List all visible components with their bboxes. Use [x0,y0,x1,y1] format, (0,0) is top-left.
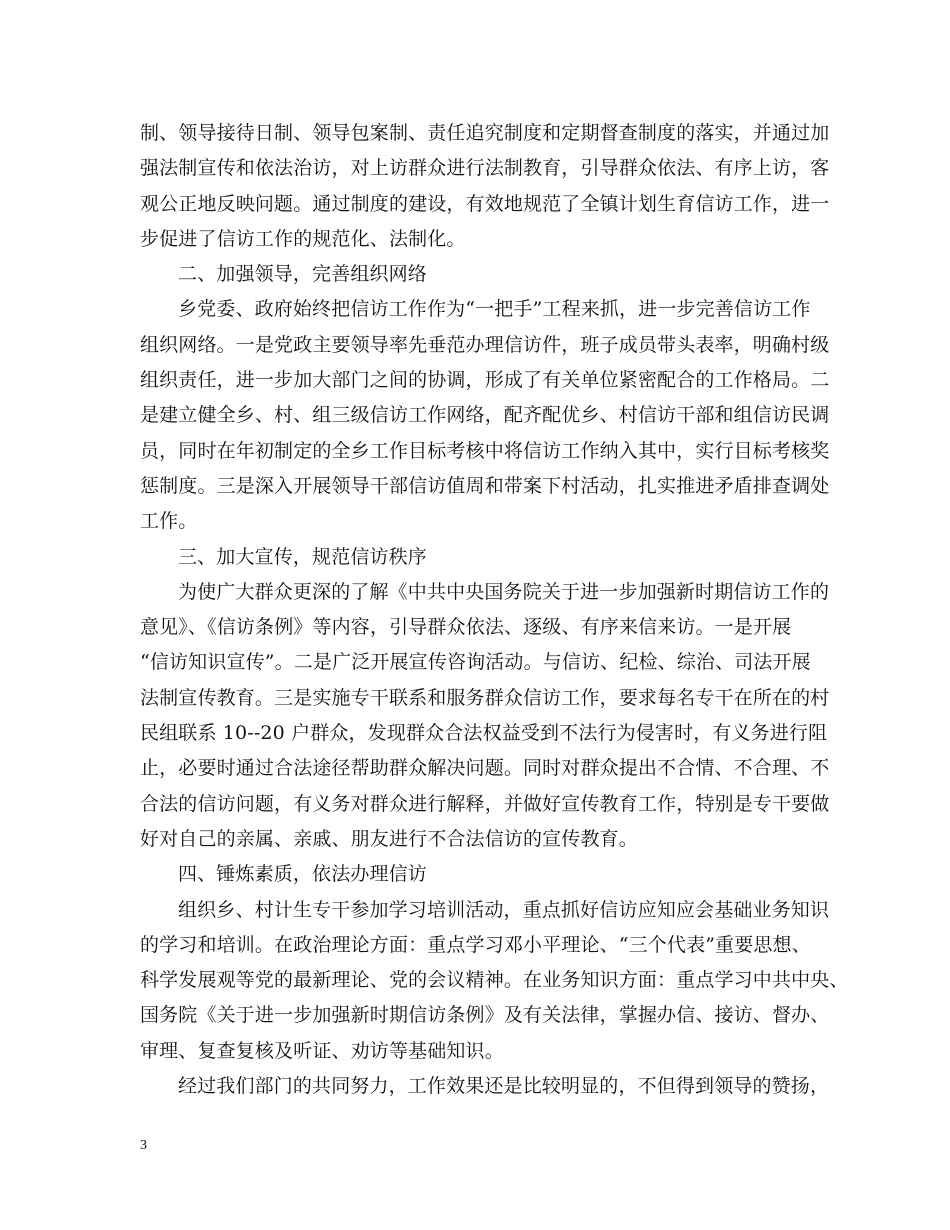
text-line: 的学习和培训。在政治理论方面：重点学习邓小平理论、“三个代表”重要思想、 [140,933,811,956]
text-line: 组织责任，进一步加大部门之间的协调，形成了有关单位紧密配合的工作格局。二 [140,369,830,392]
text-line: 是建立健全乡、村、组三级信访工作网络，配齐配优乡、村信访干部和组信访民调 [140,404,830,427]
text-line: 制、领导接待日制、领导包案制、责任追究制度和定期督查制度的落实，并通过加 [140,122,830,144]
document-body [140,116,849,1104]
text-line: “信访知识宣传”。二是广泛开展宣传咨询活动。与信访、纪检、综治、司法开展 [140,651,811,674]
text-line: 法制宣传教育。三是实施专干联系和服务群众信访工作，要求每名专干在所在的村 [140,686,830,709]
paragraph-first-line: 组织乡、村计生专干参加学习培训活动，重点抓好信访应知应会基础业务知识 [178,898,830,921]
text-line: 观公正地反映问题。通过制度的建设，有效地规范了全镇计划生育信访工作，进一 [140,192,830,215]
text-line: 民组联系 10--20 户群众，发现群众合法权益受到不法行为侵害时，有义务进行阻 [140,722,828,745]
paragraph-first-line: 经过我们部门的共同努力，工作效果还是比较明显的，不但得到领导的赞扬， [178,1075,830,1098]
text-line: 工作。 [140,510,198,533]
text-line: 合法的信访问题，有义务对群众进行解释，并做好宣传教育工作，特别是专干要做 [140,792,830,815]
text-line: 组织网络。一是党政主要领导率先垂范办理信访件，班子成员带头表率，明确村级 [140,333,830,356]
page-number: 3 [140,1138,147,1153]
text-line: 强法制宣传和依法治访，对上访群众进行法制教育，引导群众依法、有序上访，客 [140,157,830,180]
text-line: 国务院《关于进一步加强新时期信访条例》及有关法律，掌握办信、接访、督办、 [140,1004,830,1027]
text-line: 惩制度。三是深入开展领导干部信访值周和带案下村活动，扎实推进矛盾排查调处 [140,474,830,497]
section-heading: 四、锤炼素质，依法办理信访 [178,863,427,886]
paragraph-first-line: 为使广大群众更深的了解《中共中央国务院关于进一步加强新时期信访工作的 [178,580,830,603]
text-line: 员，同时在年初制定的全乡工作目标考核中将信访工作纳入其中，实行目标考核奖 [140,439,830,462]
text-line: 步促进了信访工作的规范化、法制化。 [140,227,466,250]
text-line: 好对自己的亲属、亲戚、朋友进行不合法信访的宣传教育。 [140,827,638,850]
section-heading: 三、加大宣传，规范信访秩序 [178,545,427,568]
text-line: 止，必要时通过合法途径帮助群众解决问题。同时对群众提出不合情、不合理、不 [140,757,830,780]
text-line: 意见》、《信访条例》等内容，引导群众依法、逐级、有序来信来访。一是开展 [140,616,792,639]
text-line: 审理、复查复核及听证、劝访等基础知识。 [140,1039,504,1062]
text-line: 科学发展观等党的最新理论、党的会议精神。在业务知识方面：重点学习中共中央、 [140,969,849,992]
section-heading: 二、加强领导，完善组织网络 [178,263,427,286]
paragraph-first-line: 乡党委、政府始终把信访工作作为“一把手”工程来抓，进一步完善信访工作 [178,298,811,321]
